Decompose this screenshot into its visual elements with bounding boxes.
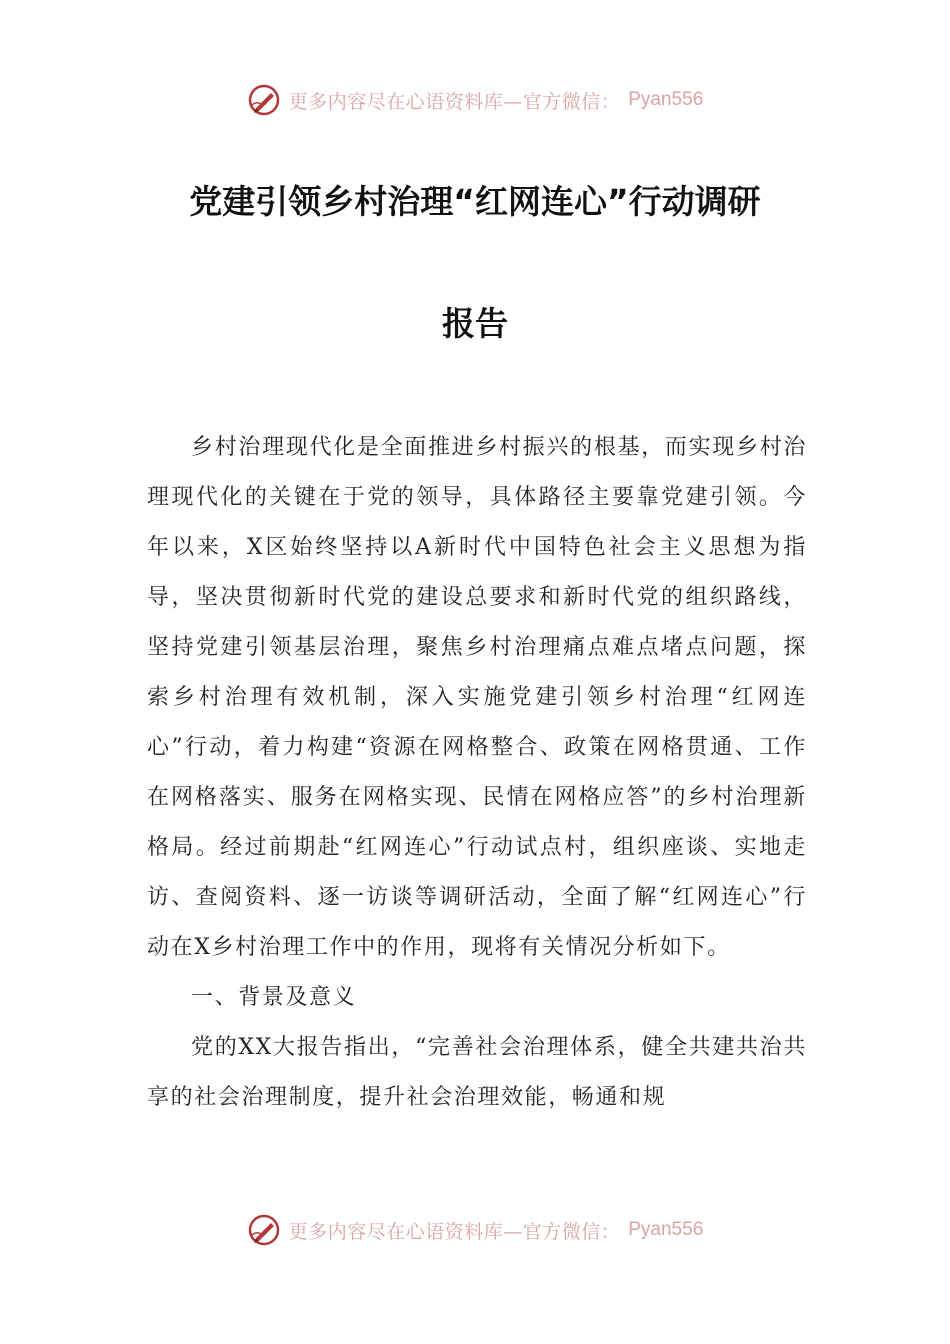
body-paragraph-report: 党的XX大报告指出，“完善社会治理体系，健全共建共治共享的社会治理制度，提升社会治理效能，畅通和规 <box>147 1035 807 1110</box>
watermark-text: 更多内容尽在心语资料库—官方微信： <box>288 1220 621 1243</box>
document-title-line-1: 党建引领乡村治理“红网连心”行动调研 <box>189 182 761 221</box>
watermark-wechat-id: Pyan556 <box>628 1219 704 1240</box>
document-title-line-2: 报告 <box>442 304 508 343</box>
footer-watermark <box>0 1208 950 1252</box>
watermark-text: 更多内容尽在心语资料库—官方微信： <box>288 90 621 113</box>
watermark-wechat-id: Pyan556 <box>628 89 704 110</box>
header-watermark <box>0 78 950 122</box>
document-body <box>147 423 807 1123</box>
section-heading-background: 一、背景及意义 <box>191 985 357 1010</box>
pen-logo-icon <box>247 83 281 117</box>
pen-logo-icon <box>247 1213 281 1247</box>
body-paragraph-intro: 乡村治理现代化是全面推进乡村振兴的根基，而实现乡村治理现代化的关键在于党的领导，具体路径主要靠党建引领。今年以来，X区始终坚持以A新时代中国特色社会主义思想为指导，坚决贯彻新时代党的建设总要求和新时代党的组织路线，坚持党建引领基层治理，聚焦乡村治理痛点难点堵点问题，探索乡村治理有效机制，深入实施党建引领乡村治理“红网连心”行动，着力构建“资源在网格整合、政策在网格贯通、工作在网格落实、服务在网格实现、民情在网格应答”的乡村治理新格局。经过前期赴“红网连心”行动试点村，组织座谈、实地走访、查阅资料、逐一访谈等调研活动，全面了解“红网连心”行动在X乡村治理工作中的作用，现将有关情况分析如下。 <box>147 435 807 960</box>
